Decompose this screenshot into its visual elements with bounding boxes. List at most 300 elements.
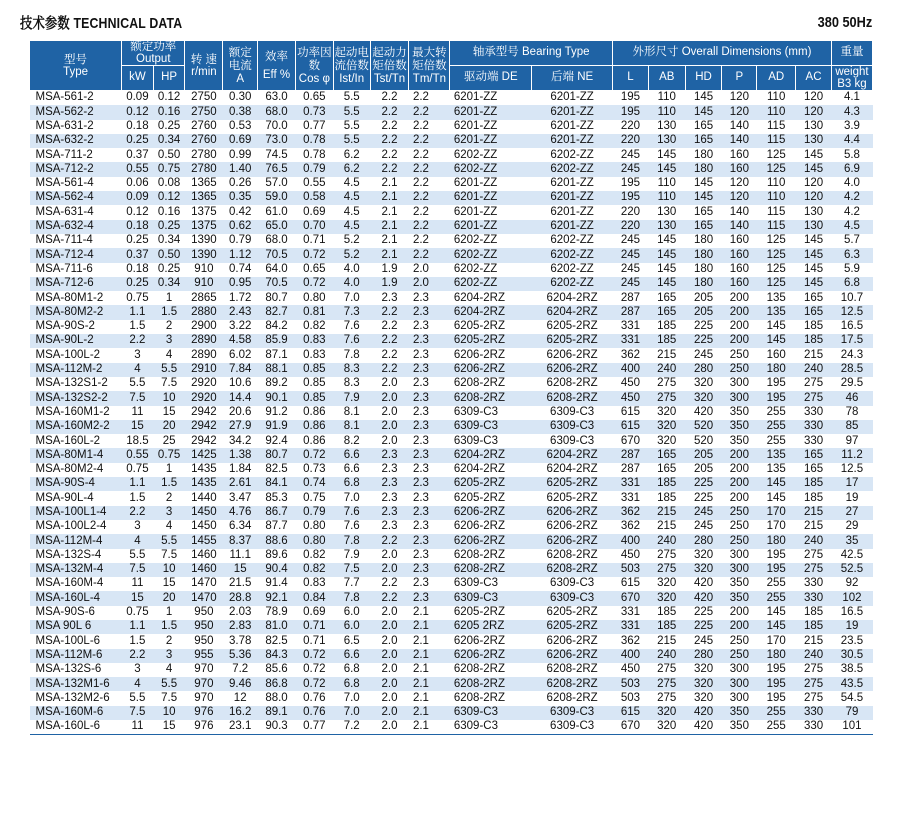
cell-efficiency: 88.6 <box>258 534 296 548</box>
cell-type: MSA-100L2-4 <box>30 520 122 534</box>
cell-weight: 6.8 <box>831 277 872 291</box>
cell-dim-ac: 130 <box>796 134 832 148</box>
table-row <box>30 162 873 176</box>
cell-bearing-de: 6309-C3 <box>450 577 532 591</box>
cell-tst-tn: 2.0 <box>370 720 409 735</box>
cell-current: 1.72 <box>223 291 258 305</box>
cell-bearing-ne: 6202-ZZ <box>532 148 613 162</box>
table-body <box>30 91 873 735</box>
table-row <box>30 491 873 505</box>
cell-weight: 78 <box>831 406 872 420</box>
cell-dim-ac: 215 <box>796 634 832 648</box>
cell-hp: 10 <box>153 706 185 720</box>
cell-power-factor: 0.77 <box>295 120 333 134</box>
cell-dim-p: 350 <box>722 420 757 434</box>
cell-dim-ac: 185 <box>796 334 832 348</box>
cell-dim-ad: 180 <box>757 649 796 663</box>
cell-type: MSA-90S-4 <box>30 477 122 491</box>
cell-hp: 0.50 <box>153 148 185 162</box>
cell-type: MSA-561-2 <box>30 91 122 106</box>
table-row <box>30 391 873 405</box>
cell-efficiency: 91.9 <box>258 420 296 434</box>
cell-ist-in: 7.6 <box>333 334 370 348</box>
cell-tst-tn: 2.0 <box>370 649 409 663</box>
cell-bearing-ne: 6206-2RZ <box>532 534 613 548</box>
cell-speed: 976 <box>185 720 223 735</box>
cell-dim-l: 331 <box>613 620 649 634</box>
cell-dim-l: 450 <box>613 549 649 563</box>
cell-tm-tn: 2.3 <box>409 448 450 462</box>
cell-power-factor: 0.72 <box>295 663 333 677</box>
cell-speed: 2750 <box>185 105 223 119</box>
cell-tm-tn: 2.3 <box>409 348 450 362</box>
cell-hp: 0.25 <box>153 120 185 134</box>
cell-power-factor: 0.83 <box>295 348 333 362</box>
cell-type: MSA-631-2 <box>30 120 122 134</box>
cell-speed: 2880 <box>185 305 223 319</box>
cell-ist-in: 7.3 <box>333 305 370 319</box>
cell-dim-l: 287 <box>613 291 649 305</box>
cell-tst-tn: 2.3 <box>370 477 409 491</box>
cell-bearing-de: 6206-2RZ <box>450 363 532 377</box>
cell-hp: 10 <box>153 563 185 577</box>
cell-tst-tn: 2.0 <box>370 420 409 434</box>
cell-speed: 950 <box>185 620 223 634</box>
cell-kw: 1.5 <box>122 634 154 648</box>
cell-speed: 1470 <box>185 577 223 591</box>
cell-tm-tn: 2.3 <box>409 506 450 520</box>
cell-dim-ad: 145 <box>757 606 796 620</box>
cell-weight: 6.3 <box>831 248 872 262</box>
cell-dim-p: 300 <box>722 563 757 577</box>
cell-hp: 2 <box>153 491 185 505</box>
cell-bearing-ne: 6201-ZZ <box>532 134 613 148</box>
cell-power-factor: 0.81 <box>295 305 333 319</box>
cell-type: MSA-90S-2 <box>30 320 122 334</box>
cell-dim-hd: 180 <box>685 162 722 176</box>
cell-dim-l: 331 <box>613 491 649 505</box>
cell-dim-ac: 145 <box>796 162 832 176</box>
cell-speed: 1470 <box>185 591 223 605</box>
cell-tm-tn: 2.3 <box>409 563 450 577</box>
cell-dim-hd: 145 <box>685 177 722 191</box>
cell-bearing-de: 6202-ZZ <box>450 263 532 277</box>
header-rated-current: 额定电流 A <box>223 41 258 91</box>
cell-dim-hd: 245 <box>685 348 722 362</box>
cell-efficiency: 61.0 <box>258 205 296 219</box>
cell-bearing-de: 6201-ZZ <box>450 191 532 205</box>
cell-weight: 4.1 <box>831 91 872 106</box>
cell-power-factor: 0.65 <box>295 263 333 277</box>
cell-hp: 0.12 <box>153 191 185 205</box>
cell-power-factor: 0.78 <box>295 134 333 148</box>
cell-hp: 7.5 <box>153 549 185 563</box>
cell-tm-tn: 2.3 <box>409 463 450 477</box>
cell-dim-ad: 125 <box>757 162 796 176</box>
cell-dim-l: 220 <box>613 134 649 148</box>
cell-kw: 0.75 <box>122 291 154 305</box>
cell-current: 6.02 <box>223 348 258 362</box>
cell-dim-hd: 180 <box>685 263 722 277</box>
cell-type: MSA-132M-4 <box>30 563 122 577</box>
header-weight: weight B3 kg <box>831 66 872 91</box>
cell-ist-in: 6.6 <box>333 649 370 663</box>
cell-tm-tn: 2.1 <box>409 634 450 648</box>
cell-bearing-de: 6202-ZZ <box>450 148 532 162</box>
cell-bearing-ne: 6201-ZZ <box>532 220 613 234</box>
cell-bearing-de: 6208-2RZ <box>450 677 532 691</box>
cell-bearing-de: 6208-2RZ <box>450 663 532 677</box>
cell-type: MSA-631-4 <box>30 205 122 219</box>
cell-bearing-ne: 6202-ZZ <box>532 277 613 291</box>
cell-dim-p: 300 <box>722 377 757 391</box>
cell-type: MSA-160M-4 <box>30 577 122 591</box>
cell-current: 12 <box>223 691 258 705</box>
cell-power-factor: 0.69 <box>295 205 333 219</box>
cell-efficiency: 57.0 <box>258 177 296 191</box>
cell-tm-tn: 2.3 <box>409 434 450 448</box>
cell-tm-tn: 2.1 <box>409 649 450 663</box>
cell-power-factor: 0.82 <box>295 563 333 577</box>
header-power-factor: 功率因数 Cos φ <box>295 41 333 91</box>
cell-ist-in: 5.5 <box>333 134 370 148</box>
cell-efficiency: 59.0 <box>258 191 296 205</box>
cell-power-factor: 0.71 <box>295 634 333 648</box>
cell-kw: 11 <box>122 720 154 735</box>
cell-power-factor: 0.85 <box>295 363 333 377</box>
cell-current: 0.35 <box>223 191 258 205</box>
cell-dim-hd: 520 <box>685 420 722 434</box>
cell-dim-ab: 215 <box>648 506 685 520</box>
cell-kw: 1.1 <box>122 305 154 319</box>
cell-type: MSA-711-4 <box>30 234 122 248</box>
cell-dim-ad: 135 <box>757 448 796 462</box>
cell-weight: 42.5 <box>831 549 872 563</box>
cell-dim-l: 615 <box>613 706 649 720</box>
cell-tm-tn: 2.1 <box>409 606 450 620</box>
cell-current: 1.12 <box>223 248 258 262</box>
cell-dim-ad: 145 <box>757 620 796 634</box>
cell-dim-ac: 130 <box>796 205 832 219</box>
cell-dim-hd: 180 <box>685 248 722 262</box>
cell-kw: 0.55 <box>122 162 154 176</box>
cell-dim-p: 160 <box>722 234 757 248</box>
cell-speed: 1450 <box>185 506 223 520</box>
cell-current: 0.69 <box>223 134 258 148</box>
cell-tm-tn: 2.3 <box>409 534 450 548</box>
cell-hp: 4 <box>153 663 185 677</box>
cell-weight: 52.5 <box>831 563 872 577</box>
cell-dim-hd: 420 <box>685 706 722 720</box>
cell-dim-l: 195 <box>613 177 649 191</box>
cell-hp: 0.34 <box>153 277 185 291</box>
cell-dim-p: 350 <box>722 434 757 448</box>
cell-dim-hd: 280 <box>685 534 722 548</box>
cell-dim-ad: 115 <box>757 220 796 234</box>
cell-bearing-ne: 6204-2RZ <box>532 291 613 305</box>
cell-dim-ad: 115 <box>757 120 796 134</box>
cell-type: MSA-112M-2 <box>30 363 122 377</box>
cell-bearing-ne: 6202-ZZ <box>532 263 613 277</box>
cell-efficiency: 84.2 <box>258 320 296 334</box>
cell-dim-l: 400 <box>613 534 649 548</box>
cell-bearing-de: 6309-C3 <box>450 420 532 434</box>
cell-weight: 5.7 <box>831 234 872 248</box>
cell-tst-tn: 2.0 <box>370 563 409 577</box>
cell-speed: 1365 <box>185 177 223 191</box>
cell-dim-hd: 280 <box>685 649 722 663</box>
cell-dim-ac: 130 <box>796 220 832 234</box>
cell-kw: 1.1 <box>122 620 154 634</box>
cell-speed: 910 <box>185 263 223 277</box>
cell-power-factor: 0.84 <box>295 591 333 605</box>
cell-tm-tn: 2.3 <box>409 291 450 305</box>
cell-dim-ad: 135 <box>757 305 796 319</box>
cell-dim-ab: 320 <box>648 706 685 720</box>
cell-efficiency: 84.1 <box>258 477 296 491</box>
cell-efficiency: 81.0 <box>258 620 296 634</box>
cell-weight: 29 <box>831 520 872 534</box>
cell-speed: 2942 <box>185 420 223 434</box>
table-row <box>30 363 873 377</box>
cell-dim-p: 200 <box>722 320 757 334</box>
table-row <box>30 377 873 391</box>
cell-dim-ac: 120 <box>796 191 832 205</box>
cell-dim-p: 250 <box>722 634 757 648</box>
cell-speed: 2920 <box>185 391 223 405</box>
cell-dim-ac: 275 <box>796 663 832 677</box>
cell-hp: 0.16 <box>153 105 185 119</box>
cell-dim-p: 140 <box>722 220 757 234</box>
cell-ist-in: 7.6 <box>333 520 370 534</box>
cell-power-factor: 0.72 <box>295 248 333 262</box>
cell-hp: 5.5 <box>153 534 185 548</box>
cell-ist-in: 7.0 <box>333 691 370 705</box>
cell-bearing-ne: 6309-C3 <box>532 406 613 420</box>
cell-speed: 1365 <box>185 191 223 205</box>
cell-ist-in: 7.6 <box>333 320 370 334</box>
cell-dim-ab: 275 <box>648 677 685 691</box>
cell-ist-in: 7.8 <box>333 534 370 548</box>
table-header <box>30 41 873 91</box>
table-row <box>30 205 873 219</box>
cell-dim-p: 300 <box>722 677 757 691</box>
table-row <box>30 148 873 162</box>
cell-dim-l: 615 <box>613 577 649 591</box>
cell-kw: 3 <box>122 663 154 677</box>
header-dim-ab: AB <box>648 66 685 91</box>
cell-bearing-de: 6206-2RZ <box>450 506 532 520</box>
table-row <box>30 520 873 534</box>
cell-speed: 2942 <box>185 406 223 420</box>
cell-dim-ac: 215 <box>796 348 832 362</box>
cell-dim-ab: 215 <box>648 348 685 362</box>
cell-bearing-de: 6208-2RZ <box>450 691 532 705</box>
cell-tm-tn: 2.2 <box>409 234 450 248</box>
cell-tst-tn: 2.0 <box>370 377 409 391</box>
cell-tm-tn: 2.3 <box>409 320 450 334</box>
cell-dim-hd: 520 <box>685 434 722 448</box>
cell-weight: 92 <box>831 577 872 591</box>
cell-dim-ab: 320 <box>648 420 685 434</box>
cell-bearing-ne: 6201-ZZ <box>532 120 613 134</box>
cell-efficiency: 74.5 <box>258 148 296 162</box>
cell-bearing-ne: 6206-2RZ <box>532 520 613 534</box>
cell-dim-ab: 185 <box>648 606 685 620</box>
cell-kw: 7.5 <box>122 706 154 720</box>
cell-kw: 0.09 <box>122 191 154 205</box>
cell-dim-ad: 255 <box>757 706 796 720</box>
cell-dim-ab: 320 <box>648 720 685 735</box>
cell-bearing-ne: 6206-2RZ <box>532 348 613 362</box>
cell-current: 7.84 <box>223 363 258 377</box>
cell-bearing-de: 6309-C3 <box>450 706 532 720</box>
table-row <box>30 677 873 691</box>
cell-efficiency: 90.1 <box>258 391 296 405</box>
cell-dim-ad: 180 <box>757 534 796 548</box>
cell-dim-ad: 125 <box>757 248 796 262</box>
cell-dim-ab: 130 <box>648 220 685 234</box>
cell-tst-tn: 2.2 <box>370 148 409 162</box>
cell-dim-ad: 195 <box>757 663 796 677</box>
table-row <box>30 434 873 448</box>
cell-bearing-ne: 6205-2RZ <box>532 477 613 491</box>
cell-bearing-de: 6202-ZZ <box>450 248 532 262</box>
cell-tst-tn: 2.1 <box>370 205 409 219</box>
cell-hp: 0.25 <box>153 220 185 234</box>
cell-dim-ac: 330 <box>796 706 832 720</box>
cell-dim-ad: 180 <box>757 363 796 377</box>
cell-bearing-de: 6201-ZZ <box>450 134 532 148</box>
table-row <box>30 191 873 205</box>
cell-dim-l: 220 <box>613 220 649 234</box>
table-row <box>30 463 873 477</box>
cell-speed: 2760 <box>185 134 223 148</box>
cell-dim-hd: 320 <box>685 663 722 677</box>
cell-hp: 2 <box>153 634 185 648</box>
cell-type: MSA-712-4 <box>30 248 122 262</box>
cell-ist-in: 4.5 <box>333 205 370 219</box>
cell-dim-hd: 205 <box>685 305 722 319</box>
cell-dim-ac: 240 <box>796 649 832 663</box>
cell-tst-tn: 2.2 <box>370 534 409 548</box>
table-row <box>30 277 873 291</box>
cell-kw: 7.5 <box>122 563 154 577</box>
header-dim-ad: AD <box>757 66 796 91</box>
cell-dim-hd: 225 <box>685 320 722 334</box>
cell-ist-in: 7.8 <box>333 348 370 362</box>
cell-ist-in: 7.9 <box>333 549 370 563</box>
cell-power-factor: 0.82 <box>295 549 333 563</box>
cell-current: 0.62 <box>223 220 258 234</box>
cell-weight: 4.2 <box>831 205 872 219</box>
header-dim-hd: HD <box>685 66 722 91</box>
cell-weight: 12.5 <box>831 305 872 319</box>
cell-dim-p: 200 <box>722 305 757 319</box>
cell-dim-ab: 240 <box>648 534 685 548</box>
cell-dim-hd: 420 <box>685 406 722 420</box>
cell-dim-ad: 110 <box>757 91 796 106</box>
cell-dim-ab: 275 <box>648 377 685 391</box>
cell-type: MSA-632-2 <box>30 134 122 148</box>
cell-power-factor: 0.73 <box>295 105 333 119</box>
cell-ist-in: 6.8 <box>333 663 370 677</box>
cell-dim-l: 615 <box>613 406 649 420</box>
cell-speed: 2780 <box>185 162 223 176</box>
cell-weight: 4.4 <box>831 134 872 148</box>
cell-bearing-ne: 6205-2RZ <box>532 334 613 348</box>
cell-dim-p: 200 <box>722 463 757 477</box>
cell-current: 4.76 <box>223 506 258 520</box>
cell-dim-ab: 320 <box>648 434 685 448</box>
cell-dim-hd: 280 <box>685 363 722 377</box>
cell-weight: 5.8 <box>831 148 872 162</box>
cell-tm-tn: 2.3 <box>409 477 450 491</box>
cell-dim-ab: 275 <box>648 391 685 405</box>
cell-current: 0.53 <box>223 120 258 134</box>
cell-kw: 3 <box>122 348 154 362</box>
cell-ist-in: 7.0 <box>333 491 370 505</box>
cell-type: MSA-132S1-2 <box>30 377 122 391</box>
cell-dim-p: 120 <box>722 177 757 191</box>
cell-dim-ab: 165 <box>648 463 685 477</box>
cell-power-factor: 0.86 <box>295 434 333 448</box>
cell-dim-ab: 275 <box>648 663 685 677</box>
cell-bearing-de: 6204-2RZ <box>450 305 532 319</box>
cell-efficiency: 89.6 <box>258 549 296 563</box>
cell-type: MSA-112M-4 <box>30 534 122 548</box>
table-row <box>30 263 873 277</box>
cell-dim-l: 331 <box>613 334 649 348</box>
cell-weight: 19 <box>831 491 872 505</box>
cell-speed: 1425 <box>185 448 223 462</box>
cell-efficiency: 70.0 <box>258 120 296 134</box>
cell-dim-hd: 165 <box>685 120 722 134</box>
cell-efficiency: 68.0 <box>258 105 296 119</box>
header-type: 型号 Type <box>30 41 122 91</box>
cell-weight: 102 <box>831 591 872 605</box>
cell-current: 9.46 <box>223 677 258 691</box>
cell-dim-ad: 170 <box>757 634 796 648</box>
cell-speed: 1435 <box>185 477 223 491</box>
cell-hp: 2 <box>153 320 185 334</box>
cell-dim-p: 350 <box>722 577 757 591</box>
cell-efficiency: 86.7 <box>258 506 296 520</box>
cell-bearing-de: 6309-C3 <box>450 406 532 420</box>
table-row <box>30 105 873 119</box>
cell-current: 3.47 <box>223 491 258 505</box>
cell-current: 2.43 <box>223 305 258 319</box>
cell-dim-ab: 185 <box>648 334 685 348</box>
cell-dim-ac: 145 <box>796 263 832 277</box>
cell-weight: 5.9 <box>831 263 872 277</box>
cell-hp: 0.75 <box>153 448 185 462</box>
cell-type: MSA 90L 6 <box>30 620 122 634</box>
voltage-label: 380 50Hz <box>817 14 872 31</box>
cell-weight: 3.9 <box>831 120 872 134</box>
cell-bearing-de: 6201-ZZ <box>450 220 532 234</box>
cell-ist-in: 7.0 <box>333 706 370 720</box>
cell-ist-in: 7.6 <box>333 506 370 520</box>
cell-bearing-de: 6206-2RZ <box>450 534 532 548</box>
cell-dim-ac: 275 <box>796 563 832 577</box>
cell-bearing-ne: 6201-ZZ <box>532 205 613 219</box>
cell-tm-tn: 2.2 <box>409 134 450 148</box>
cell-dim-ac: 215 <box>796 520 832 534</box>
cell-tst-tn: 2.2 <box>370 134 409 148</box>
cell-bearing-ne: 6205-2RZ <box>532 320 613 334</box>
cell-weight: 46 <box>831 391 872 405</box>
